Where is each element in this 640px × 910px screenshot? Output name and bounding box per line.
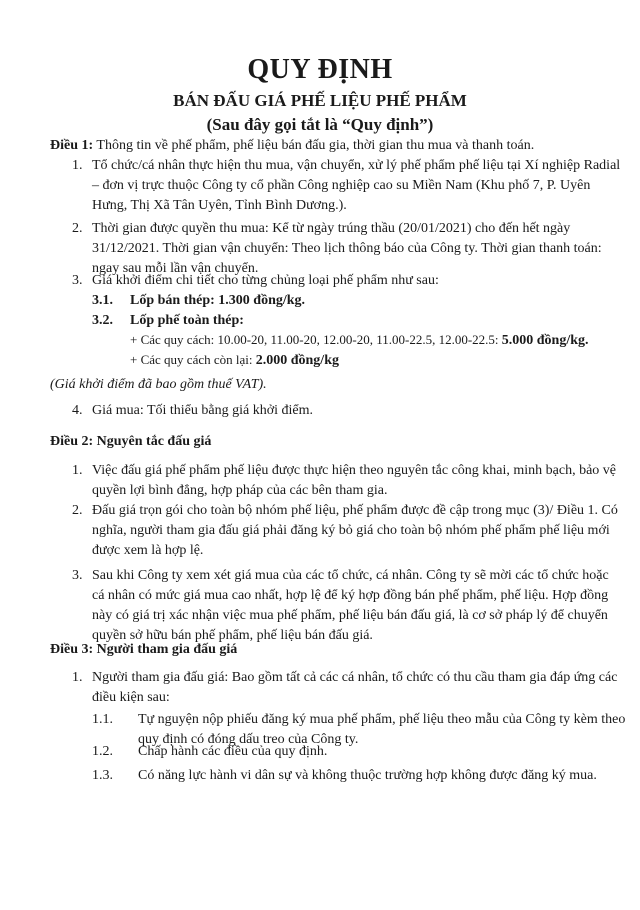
paragraph-line: Người tham gia đấu giá: Bao gồm tất cả các cá nhân, tổ chức có thu cầu tham gia đáp ứng các [92,670,618,685]
article-1-text: Thông tin về phế phẩm, phế liệu bán đấu gia, thời gian thu mua và thanh toán. [93,138,535,153]
paragraph-line: Giá khởi điểm chi tiết cho từng chủng loại phế phẩm như sau: [92,273,439,288]
paragraph-line: này có giá trị xác nhận việc mua phế phẩm, phế liệu bán đấu giá, là cơ sở pháp lý để chuyển [92,608,608,623]
list-number: 2. [72,503,83,518]
sublist-number: 1.2. [92,744,113,759]
paragraph-line: điều kiện sau: [92,690,170,705]
paragraph-line: Thời gian được quyền thu mua: Kể từ ngày trúng thầu (20/01/2021) cho đến hết ngày [92,221,571,236]
spec-price: 2.000 đồng/kg [255,353,339,368]
price-item-semi-steel: Lốp bán thép: 1.300 đồng/kg. [130,293,306,308]
paragraph-line: Tổ chức/cá nhân thực hiện thu mua, vận chuyển, xử lý phế phẩm phế liệu tại Xí nghiệp Radial [92,158,621,173]
document-subtitle-note: (Sau đây gọi tắt là “Quy định”) [206,115,434,134]
list-number: 4. [72,403,83,418]
sublist-number: 3.1. [92,293,113,308]
sublist-number: 1.3. [92,768,113,783]
list-number: 3. [72,273,83,288]
sublist-number: 3.2. [92,313,113,328]
paragraph-line: ngay sau mỗi lần vận chuyển. [92,261,259,276]
spec-price: 5.000 đồng/kg. [501,333,589,348]
list-number: 1. [72,670,83,685]
spec-line [130,330,589,351]
paragraph-line: Sau khi Công ty xem xét giá mua của các tổ chức, cá nhân. Công ty sẽ mời các tổ chức hoặc [92,568,609,583]
paragraph-line: Chấp hành các điều của quy định. [138,744,328,759]
list-number: 2. [72,221,83,236]
paragraph-line: Có năng lực hành vi dân sự và không thuộc trường hợp không được đăng ký mua. [138,768,597,783]
vat-note: (Giá khởi điểm đã bao gồm thuế VAT). [50,377,267,392]
paragraph-line: Giá mua: Tối thiểu bằng giá khởi điểm. [92,403,313,418]
spec-line [130,350,339,371]
article-1-heading [50,136,534,156]
paragraph-line: Việc đấu giá phế phẩm phế liệu được thực hiện theo nguyên tắc công khai, minh bạch, bảo vệ [92,463,617,478]
paragraph-line: Tự nguyện nộp phiếu đăng ký mua phế phẩm, phế liệu theo mẫu của Công ty kèm theo [138,712,626,727]
paragraph-line: 31/12/2021. Thời gian vận chuyển: Theo lịch thông báo của Công ty. Thời gian thanh toán: [92,241,602,256]
document-title: QUY ĐỊNH [247,54,393,85]
list-number: 3. [72,568,83,583]
article-1-label: Điều 1: [50,138,94,153]
paragraph-line: – đơn vị trực thuộc Công ty cổ phần Công nghiệp cao su Miền Nam (Khu phố 7, P. Uyên [92,178,591,193]
paragraph-line: quy định có đóng dấu treo của Công ty. [138,732,359,747]
document-subtitle: BÁN ĐẤU GIÁ PHẾ LIỆU PHẾ PHẨM [173,91,467,110]
price-item-all-steel: Lốp phế toàn thép: [130,313,244,328]
article-3-heading: Điều 3: Người tham gia đấu giá [50,642,238,657]
paragraph-line: quyền sở hữu bán phế phẩm, phế liệu bán đấu giá. [92,628,373,643]
spec-text: + Các quy cách còn lại: [130,352,256,367]
paragraph-line: nghĩa, người tham gia đấu giá phải đăng ký bỏ giá cho toàn bộ nhóm phế phẩm phế liệu mới [92,523,610,538]
sublist-number: 1.1. [92,712,113,727]
article-2-heading: Điều 2: Nguyên tắc đấu giá [50,434,212,449]
paragraph-line: cá nhân có mức giá mua cao nhất, hợp lệ để ký hợp đồng bán phế phẩm, phế liệu. Hợp đồng [92,588,609,603]
list-number: 1. [72,158,83,173]
paragraph-line: quyền lợi bình đẳng, hợp pháp của các bên tham gia. [92,483,388,498]
list-number: 1. [72,463,83,478]
spec-text: + Các quy cách: 10.00-20, 11.00-20, 12.00-20, 11.00-22.5, 12.00-22.5: [130,332,502,347]
paragraph-line: Hưng, Thị Xã Tân Uyên, Tỉnh Bình Dương.). [92,198,347,213]
paragraph-line: được xem là hợp lệ. [92,543,204,558]
paragraph-line: Đấu giá trọn gói cho toàn bộ nhóm phế liệu, phế phẩm được đề cập trong mục (3)/ Điều 1. Có [92,503,618,518]
